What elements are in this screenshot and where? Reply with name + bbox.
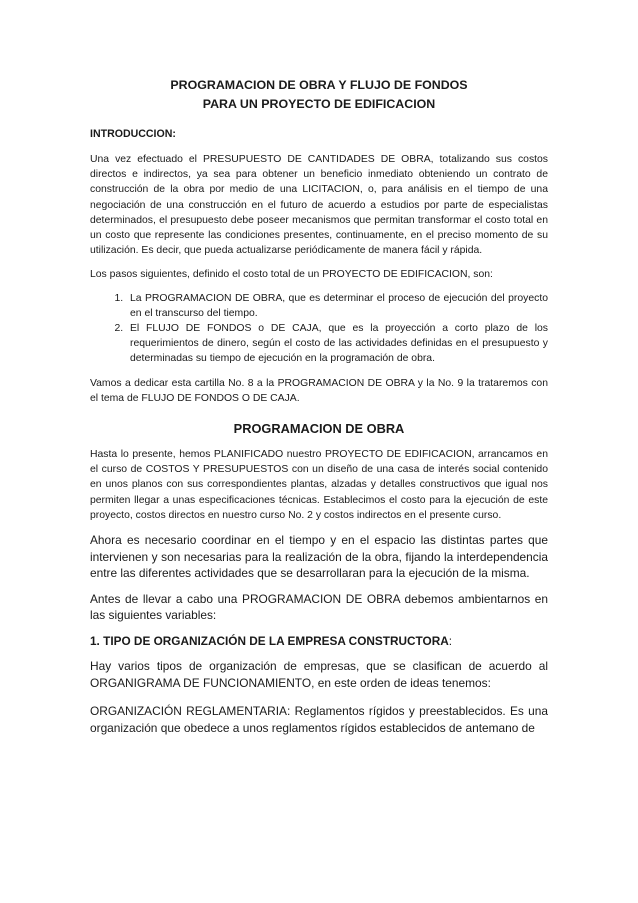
subsection-heading-colon: : xyxy=(448,634,453,649)
section-title: PROGRAMACION DE OBRA xyxy=(233,421,405,437)
intro-heading: INTRODUCCION: xyxy=(90,128,176,140)
subsection-heading xyxy=(90,634,548,649)
section-paragraph-4: Hay varios tipos de organización de empresas, que se clasifican de acuerdo al ORGANIGRAMA DE FUNCIONAMIENTO, en este orden de ideas tenemos: xyxy=(90,659,548,690)
steps-list xyxy=(90,291,548,367)
list-item: 1. La PROGRAMACION DE OBRA, que es determinar el proceso de ejecución del proyecto en el transcurso del tiempo. xyxy=(126,291,548,321)
subsection-heading-text: 1. TIPO DE ORGANIZACIÓN DE LA EMPRESA CONSTRUCTORA xyxy=(90,634,449,649)
document-title-line-1: PROGRAMACION DE OBRA Y FLUJO DE FONDOS xyxy=(170,78,468,92)
document-page xyxy=(90,76,548,736)
intro-paragraph-1: Una vez efectuado el PRESUPUESTO DE CANTIDADES DE OBRA, totalizando sus costos directos e indirectos, ya sea para obtener un beneficio inmediato obteniendo un contrato de construcción de la obra por medio de una LICITACION, o, para análisis en el tiempo de una negociación de una construcción en el futuro de acuerdo a estudios por parte de especialistas determinados, el presupuesto debe poseer mecanismos que permitan transformar el costo total en un costo que represente las condiciones presentes, continuamente, en el preciso momento de su utilización. Es decir, que pueda actualizarse periódicamente de manera fácil y rápida. xyxy=(90,154,548,257)
document-title-line-2: PARA UN PROYECTO DE EDIFICACION xyxy=(202,97,436,111)
list-item: 2. El FLUJO DE FONDOS o DE CAJA, que es la proyección a corto plazo de los requerimientos de dinero, según el costo de las actividades definidas en el presupuesto y determinadas su tiempo de ejecución en la programación de obra. xyxy=(126,321,548,367)
intro-paragraph-3: Vamos a dedicar esta cartilla No. 8 a la PROGRAMACION DE OBRA y la No. 9 la trataremos con el tema de FLUJO DE FONDOS O DE CAJA. xyxy=(90,377,548,404)
section-paragraph-5: ORGANIZACIÓN REGLAMENTARIA: Reglamentos rígidos y preestablecidos. Es una organización que obedece a unos reglamentos rígidos establecidos de antemano de xyxy=(90,704,548,735)
section-paragraph-3: Antes de llevar a cabo una PROGRAMACION DE OBRA debemos ambientarnos en las siguientes variables: xyxy=(90,591,548,623)
section-paragraph-2: Ahora es necesario coordinar en el tiempo y en el espacio las distintas partes que intervienen y son necesarias para la realización de la obra, fijando la interdependencia entre las diferentes actividades que se desarrollaran para la ejecución de la misma. xyxy=(90,533,548,581)
section-paragraph-1: Hasta lo presente, hemos PLANIFICADO nuestro PROYECTO DE EDIFICACION, arrancamos en el curso de COSTOS Y PRESUPUESTOS con un diseño de una casa de interés social contenido en unos planos con sus correspondientes plantas, alzadas y detalles constructivos que igual nos permiten llegar a unas especificaciones técnicas. Establecimos el costo para la ejecución de este proyecto, costos directos en nuestro curso No. 2 y costos indirectos en el presente curso. xyxy=(90,449,548,521)
intro-paragraph-2: Los pasos siguientes, definido el costo total de un PROYECTO DE EDIFICACION, son: xyxy=(90,269,493,281)
